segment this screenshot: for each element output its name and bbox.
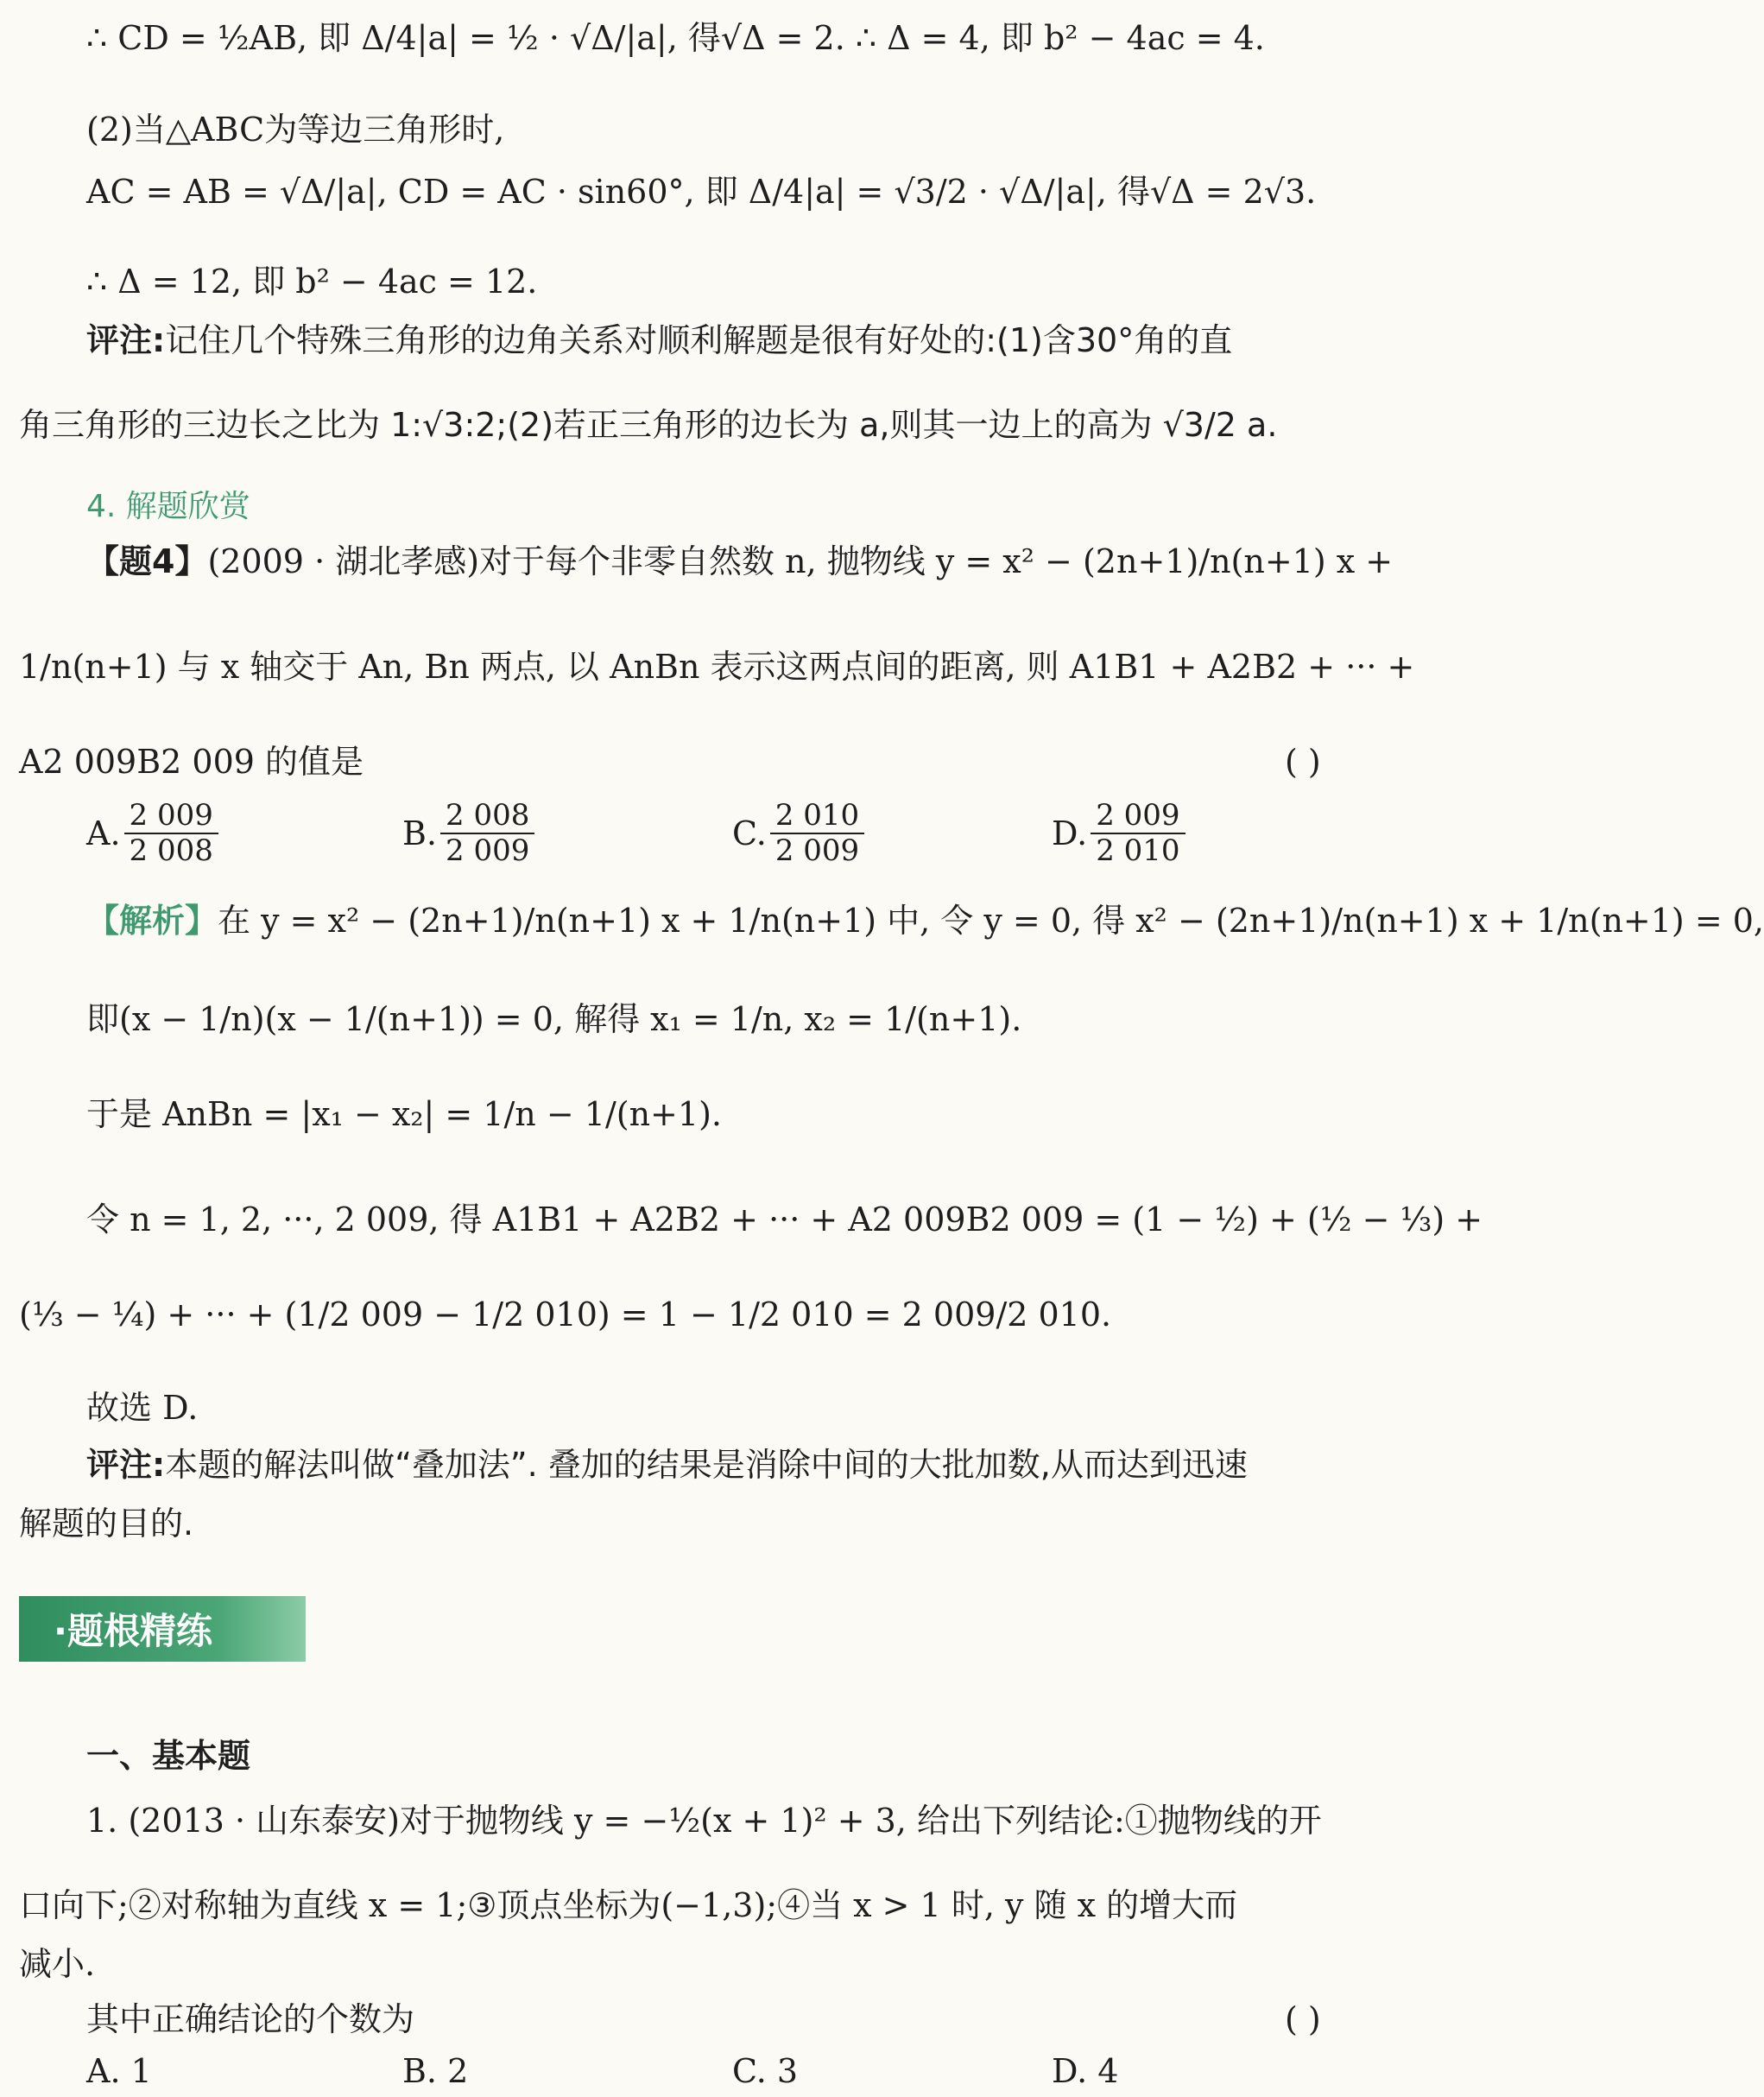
remark-2-label: 评注:: [86, 1446, 166, 1484]
option-letter: D.: [1052, 814, 1088, 853]
solution-conclusion: 故选 D.: [86, 1389, 199, 1427]
option-letter: B.: [402, 814, 438, 853]
option-fraction: $\frac{2 009}{2 010}$: [1091, 799, 1185, 868]
answer-blank: ( ): [1285, 743, 1321, 781]
question-4-line-1: [86, 542, 1393, 582]
problem-1-line-1: 1. (2013 · 山东泰安)对于抛物线 y = −½(x + 1)² + 3, 给出下列结论:①抛物线的开: [86, 1802, 1322, 1840]
remark-2: [86, 1446, 1248, 1486]
problem-1-option-a: A. 1: [86, 2052, 152, 2090]
problem-1-option-b: B. 2: [402, 2052, 469, 2090]
solution-line-5: (⅓ − ¼) + ··· + (1/2 009 − 1/2 010) = 1 − 1/2 010 = 2 009/2 010.: [19, 1296, 1112, 1334]
problem-1-question: 其中正确结论的个数为: [86, 2000, 415, 2038]
remark-1-text: 记住几个特殊三角形的边角关系对顺利解题是很有好处的:(1)含30°角的直: [165, 321, 1233, 359]
option-fraction: $\frac{2 009}{2 008}$: [124, 799, 218, 868]
banner-title: ·题根精练: [54, 1610, 212, 1652]
solution-text-1: 在 y = x² − (2n+1)/n(n+1) x + 1/n(n+1) 中, 令 y = 0, 得 x² − (2n+1)/n(n+1) x + 1/n(n+1) = 0,: [218, 902, 1764, 940]
question-4-line-2: 1/n(n+1) 与 x 轴交于 An, Bn 两点, 以 AnBn 表示这两点间的距离, 则 A1B1 + A2B2 + ··· +: [19, 648, 1415, 686]
solution-line-1: [86, 902, 1764, 941]
option-fraction: $\frac{2 010}{2 009}$: [770, 799, 864, 868]
problem-1-line-2: 口向下;②对称轴为直线 x = 1;③顶点坐标为(−1,3);④当 x > 1 时, y 随 x 的增大而: [19, 1886, 1238, 1924]
option-a: [86, 799, 222, 868]
option-letter: C.: [732, 814, 767, 853]
option-c: [732, 799, 868, 868]
remark-2-continued: 解题的目的.: [19, 1505, 194, 1543]
question-4-line-3: A2 009B2 009 的值是: [19, 743, 364, 781]
section-heading: 4. 解题欣赏: [86, 489, 250, 524]
option-d: [1052, 799, 1189, 868]
problem-1-line-3: 减小.: [19, 1945, 96, 1983]
option-letter: A.: [86, 814, 121, 853]
basic-section-title: 一、基本题: [86, 1737, 251, 1775]
solution-line-2: 即(x − 1/n)(x − 1/(n+1)) = 0, 解得 x₁ = 1/n, x₂ = 1/(n+1).: [86, 1000, 1022, 1038]
remark-1: [86, 321, 1399, 361]
remark-1-label: 评注:: [86, 321, 166, 359]
option-b: [402, 799, 538, 868]
problem-1-option-c: C. 3: [732, 2052, 799, 2090]
option-fraction: $\frac{2 008}{2 009}$: [440, 799, 534, 868]
derivation-line-3: AC = AB = √Δ/|a|, CD = AC · sin60°, 即 Δ/4|a| = √3/2 · √Δ/|a|, 得√Δ = 2√3.: [86, 173, 1317, 211]
derivation-line-2: (2)当△ABC为等边三角形时,: [86, 111, 505, 149]
solution-line-4: 令 n = 1, 2, ···, 2 009, 得 A1B1 + A2B2 + ··· + A2 009B2 009 = (1 − ½) + (½ − ⅓) +: [86, 1201, 1483, 1239]
problem-1-option-d: D. 4: [1052, 2052, 1119, 2090]
solution-label: 【解析】: [86, 902, 218, 940]
answer-blank: ( ): [1285, 2000, 1321, 2038]
section-banner: [19, 1596, 306, 1662]
question-4-text-1: (2009 · 湖北孝感)对于每个非零自然数 n, 抛物线 y = x² − (2n+1)/n(n+1) x +: [207, 542, 1394, 580]
question-4-label: 【题4】: [86, 542, 208, 580]
derivation-line-4: ∴ Δ = 12, 即 b² − 4ac = 12.: [86, 263, 538, 301]
solution-line-3: 于是 AnBn = |x₁ − x₂| = 1/n − 1/(n+1).: [86, 1095, 722, 1133]
derivation-line-1: ∴ CD = ½AB, 即 Δ/4|a| = ½ · √Δ/|a|, 得√Δ = 2. ∴ Δ = 4, 即 b² − 4ac = 4.: [86, 19, 1265, 57]
remark-2-text: 本题的解法叫做“叠加法”. 叠加的结果是消除中间的大批加数,从而达到迅速: [165, 1446, 1248, 1484]
remark-1-continued: 角三角形的三边长之比为 1:√3:2;(2)若正三角形的边长为 a,则其一边上的高为 √3/2 a.: [19, 406, 1278, 444]
